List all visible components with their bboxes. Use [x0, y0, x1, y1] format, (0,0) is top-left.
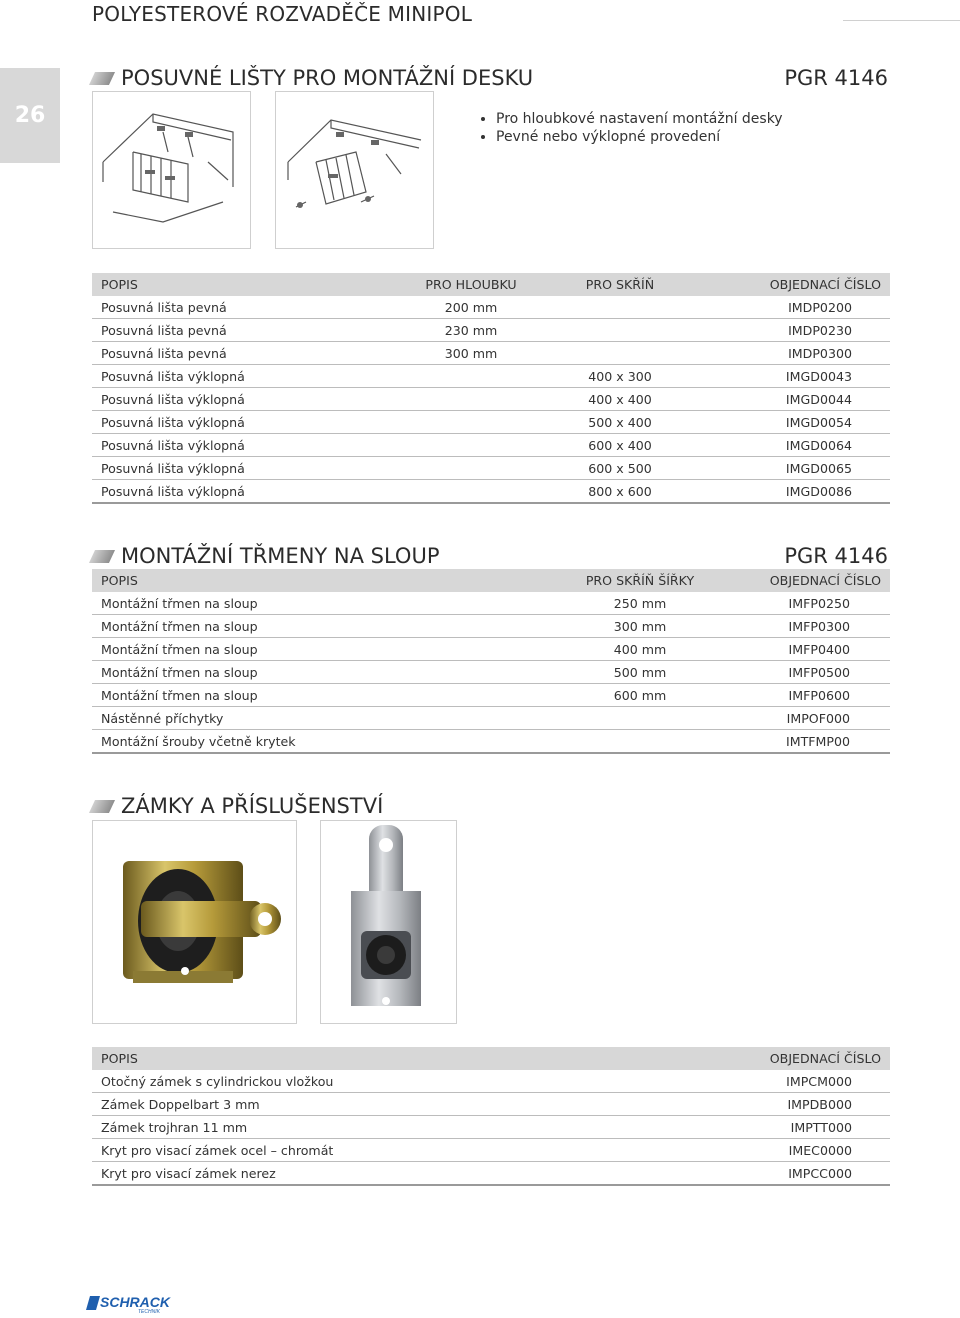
table-row	[92, 296, 890, 319]
cell-enclosure	[530, 342, 710, 365]
cell-order-number: IMFP0250	[730, 592, 890, 615]
rail-drawing-1-icon	[93, 92, 250, 248]
cell-enclosure: 400 x 300	[530, 365, 710, 388]
cell-description: Posuvná lišta výklopná	[92, 365, 412, 388]
table-row	[92, 319, 890, 342]
col-order-number: OBJEDNACÍ ČÍSLO	[730, 569, 890, 592]
cell-width: 250 mm	[550, 592, 730, 615]
col-depth: PRO HLOUBKU	[412, 273, 530, 296]
cell-order-number: IMGD0054	[710, 411, 890, 434]
cell-description: Montážní šrouby včetně krytek	[92, 730, 550, 754]
cell-description: Montážní třmen na sloup	[92, 638, 550, 661]
feature-item: • Pevné nebo výklopné provedení	[496, 128, 783, 146]
padlock-cover-photo	[320, 820, 457, 1024]
table-row	[92, 1070, 890, 1093]
cell-description: Montážní třmen na sloup	[92, 684, 550, 707]
table-row	[92, 1116, 890, 1139]
cell-order-number: IMFP0400	[730, 638, 890, 661]
cell-description: Otočný zámek s cylindrickou vložkou	[92, 1070, 710, 1093]
cell-depth	[412, 434, 530, 457]
cell-order-number: IMGD0086	[710, 480, 890, 504]
rail-drawing-2-icon	[276, 92, 433, 248]
header-divider	[843, 20, 960, 21]
section-title-locks	[92, 792, 888, 820]
col-enclosure-width: PRO SKŘÍŇ ŠÍŘKY	[550, 569, 730, 592]
cell-description: Posuvná lišta pevná	[92, 319, 412, 342]
table-row	[92, 638, 890, 661]
section-title-brackets	[92, 542, 888, 570]
feature-list	[482, 110, 783, 146]
cell-width	[550, 730, 730, 754]
table-header-row	[92, 273, 890, 296]
cell-width: 400 mm	[550, 638, 730, 661]
cell-order-number: IMEC0000	[710, 1139, 890, 1162]
cell-description: Zámek trojhran 11 mm	[92, 1116, 710, 1139]
logo-text: SCHRACK	[100, 1294, 170, 1310]
table-row	[92, 342, 890, 365]
fixed-rail-drawing	[92, 91, 251, 249]
cell-order-number: IMPDB000	[710, 1093, 890, 1116]
section-code: PGR 4146	[784, 544, 888, 568]
table-row	[92, 1093, 890, 1116]
cell-depth	[412, 457, 530, 480]
section-marker-icon	[89, 550, 115, 563]
cell-depth	[412, 480, 530, 504]
section-code: PGR 4146	[784, 66, 888, 90]
col-description: POPIS	[92, 273, 412, 296]
table-row	[92, 365, 890, 388]
section-title-rails	[92, 64, 888, 92]
page-number-tab	[0, 68, 60, 163]
cell-width: 600 mm	[550, 684, 730, 707]
table-row	[92, 730, 890, 754]
logo-subtext: TECHNIK	[138, 1309, 160, 1314]
table-row	[92, 684, 890, 707]
cell-enclosure	[530, 319, 710, 342]
cell-enclosure: 500 x 400	[530, 411, 710, 434]
cell-depth: 230 mm	[412, 319, 530, 342]
cell-depth	[412, 411, 530, 434]
cell-enclosure	[530, 296, 710, 319]
cell-description: Posuvná lišta výklopná	[92, 434, 412, 457]
table-row	[92, 457, 890, 480]
cell-order-number: IMFP0500	[730, 661, 890, 684]
table-row	[92, 1162, 890, 1186]
cell-enclosure: 600 x 400	[530, 434, 710, 457]
table-row	[92, 434, 890, 457]
cell-order-number: IMGD0043	[710, 365, 890, 388]
cell-description: Zámek Doppelbart 3 mm	[92, 1093, 710, 1116]
cylinder-lock-icon	[93, 821, 296, 1023]
cell-order-number: IMDP0300	[710, 342, 890, 365]
table-row	[92, 592, 890, 615]
cell-depth	[412, 365, 530, 388]
cell-depth: 200 mm	[412, 296, 530, 319]
page-header: POLYESTEROVÉ ROZVADĚČE MINIPOL	[92, 2, 473, 26]
table-row	[92, 615, 890, 638]
cell-width: 300 mm	[550, 615, 730, 638]
table-row	[92, 411, 890, 434]
cell-description: Posuvná lišta pevná	[92, 296, 412, 319]
cell-order-number: IMGD0064	[710, 434, 890, 457]
cell-description: Posuvná lišta výklopná	[92, 457, 412, 480]
cell-width	[550, 707, 730, 730]
table-row	[92, 388, 890, 411]
cell-enclosure: 400 x 400	[530, 388, 710, 411]
cell-order-number: IMPCM000	[710, 1070, 890, 1093]
col-enclosure: PRO SKŘÍŇ	[530, 273, 710, 296]
table-row	[92, 707, 890, 730]
col-order-number: OBJEDNACÍ ČÍSLO	[710, 1047, 890, 1070]
cell-description: Kryt pro visací zámek ocel – chromát	[92, 1139, 710, 1162]
col-order-number: OBJEDNACÍ ČÍSLO	[710, 273, 890, 296]
cell-order-number: IMDP0200	[710, 296, 890, 319]
section-marker-icon	[89, 72, 115, 85]
cell-width: 500 mm	[550, 661, 730, 684]
cylinder-lock-photo	[92, 820, 297, 1024]
section-marker-icon	[89, 800, 115, 813]
section-title-text: POSUVNÉ LIŠTY PRO MONTÁŽNÍ DESKU	[121, 66, 534, 90]
cell-description: Montážní třmen na sloup	[92, 615, 550, 638]
cell-order-number: IMPOF000	[730, 707, 890, 730]
cell-description: Montážní třmen na sloup	[92, 592, 550, 615]
cell-description: Posuvná lišta pevná	[92, 342, 412, 365]
cell-order-number: IMGD0044	[710, 388, 890, 411]
table-row	[92, 1139, 890, 1162]
col-description: POPIS	[92, 1047, 710, 1070]
cell-description: Posuvná lišta výklopná	[92, 411, 412, 434]
tilting-rail-drawing	[275, 91, 434, 249]
cell-description: Kryt pro visací zámek nerez	[92, 1162, 710, 1186]
cell-order-number: IMGD0065	[710, 457, 890, 480]
schrack-logo-icon	[86, 1292, 176, 1314]
cell-description: Montážní třmen na sloup	[92, 661, 550, 684]
cell-depth: 300 mm	[412, 342, 530, 365]
cell-description: Nástěnné příchytky	[92, 707, 550, 730]
section-title-text: MONTÁŽNÍ TŘMENY NA SLOUP	[121, 544, 440, 568]
cell-order-number: IMTFMP00	[730, 730, 890, 754]
locks-table	[92, 1047, 890, 1186]
rails-table	[92, 273, 890, 504]
cell-order-number: IMFP0300	[730, 615, 890, 638]
cell-order-number: IMPCC000	[710, 1162, 890, 1186]
table-row	[92, 661, 890, 684]
cell-enclosure: 800 x 600	[530, 480, 710, 504]
section-title-text: ZÁMKY A PŘÍSLUŠENSTVÍ	[121, 794, 384, 818]
table-header-row	[92, 569, 890, 592]
table-row	[92, 480, 890, 504]
col-description: POPIS	[92, 569, 550, 592]
feature-item: • Pro hloubkové nastavení montážní desky	[496, 110, 783, 128]
cell-description: Posuvná lišta výklopná	[92, 480, 412, 504]
page-number: 26	[14, 103, 46, 128]
cell-order-number: IMFP0600	[730, 684, 890, 707]
cell-order-number: IMDP0230	[710, 319, 890, 342]
cell-enclosure: 600 x 500	[530, 457, 710, 480]
cell-description: Posuvná lišta výklopná	[92, 388, 412, 411]
brackets-table	[92, 569, 890, 754]
cell-depth	[412, 388, 530, 411]
schrack-logo	[86, 1292, 176, 1314]
cell-order-number: IMPTT000	[710, 1116, 890, 1139]
table-header-row	[92, 1047, 890, 1070]
padlock-cover-icon	[321, 821, 456, 1023]
